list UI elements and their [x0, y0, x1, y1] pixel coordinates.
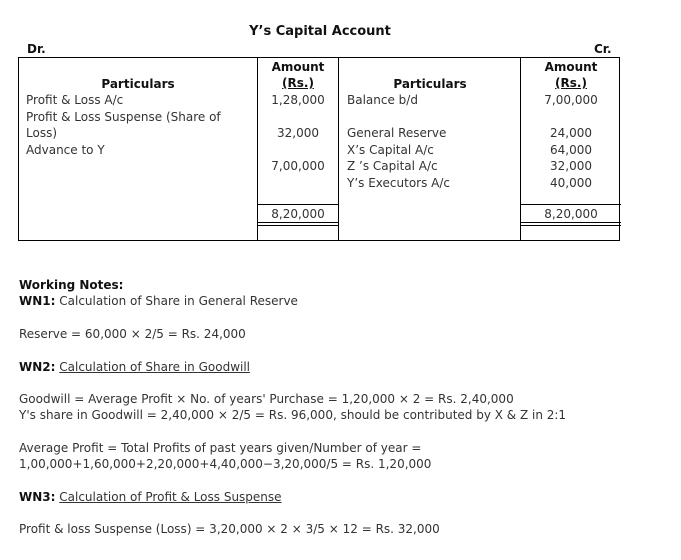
credit-label: Cr. — [594, 42, 612, 56]
credit-row-1-amount: 7,00,000 — [544, 93, 598, 107]
wn2-average-profit-line: Average Profit = Total Profits of past years given/Number of year = — [19, 441, 422, 455]
debit-row-5-amount: 7,00,000 — [271, 159, 325, 173]
ledger-table — [18, 57, 620, 241]
credit-row-1-particulars: Balance b/d — [347, 93, 418, 107]
wn2-heading: WN2: Calculation of Share in Goodwill — [19, 360, 251, 374]
wn2-goodwill-line: Goodwill = Average Profit × No. of years' Purchase = 1,20,000 × 2 = Rs. 2,40,000 — [19, 392, 514, 406]
total-rule-double-credit — [520, 225, 621, 226]
header-amount-credit: Amount (Rs.) — [544, 60, 598, 90]
working-notes-heading: Working Notes: — [19, 278, 124, 292]
debit-row-1-particulars: Profit & Loss A/c — [26, 93, 124, 107]
credit-row-5-particulars: Y’s Executors A/c — [347, 175, 451, 190]
header-particulars-credit: Particulars — [393, 77, 467, 91]
debit-label: Dr. — [27, 42, 46, 56]
credit-row-3-particulars: X’s Capital A/c — [347, 142, 434, 157]
total-debit: 8,20,000 — [271, 207, 325, 221]
account-title: Y’s Capital Account — [249, 24, 391, 39]
credit-row-4-particulars: Z ’s Capital A/c — [347, 159, 438, 173]
wn1-calculation: Reserve = 60,000 × 2/5 = Rs. 24,000 — [19, 327, 246, 341]
wn2-average-profit-calc: 1,00,000+1,60,000+2,20,000+4,40,000−3,20,000/5 = Rs. 1,20,000 — [19, 457, 432, 471]
total-rule-double-debit — [257, 225, 338, 226]
total-rule-top-debit — [257, 204, 338, 205]
header-amount-debit: Amount (Rs.) — [271, 60, 325, 90]
debit-row-3-particulars: Loss) — [26, 126, 58, 140]
credit-row-2-amount: 24,000 — [550, 126, 592, 140]
wn3-heading: WN3: Calculation of Profit & Loss Suspense — [19, 490, 282, 504]
credit-row-4-amount: 32,000 — [550, 159, 592, 173]
total-rule-bottom-credit — [520, 222, 621, 223]
header-particulars-debit: Particulars — [101, 77, 175, 91]
debit-row-4-particulars: Advance to Y — [26, 142, 105, 157]
debit-row-3-amount: 32,000 — [277, 126, 319, 140]
total-rule-top-credit — [520, 204, 621, 205]
wn3-calculation: Profit & loss Suspense (Loss) = 3,20,000 × 2 × 3/5 × 12 = Rs. 32,000 — [19, 522, 440, 536]
debit-row-1-amount: 1,28,000 — [271, 93, 325, 107]
credit-row-2-particulars: General Reserve — [347, 126, 447, 140]
total-credit: 8,20,000 — [544, 207, 598, 221]
debit-row-2-particulars: Profit & Loss Suspense (Share of — [26, 109, 221, 124]
wn2-share-line: Y's share in Goodwill = 2,40,000 × 2/5 = Rs. 96,000, should be contributed by X & Z in 2:1 — [19, 408, 567, 422]
credit-row-5-amount: 40,000 — [550, 175, 592, 190]
wn1-heading: WN1: Calculation of Share in General Reserve — [19, 294, 298, 308]
total-rule-bottom-debit — [257, 222, 338, 223]
credit-row-3-amount: 64,000 — [550, 142, 592, 157]
